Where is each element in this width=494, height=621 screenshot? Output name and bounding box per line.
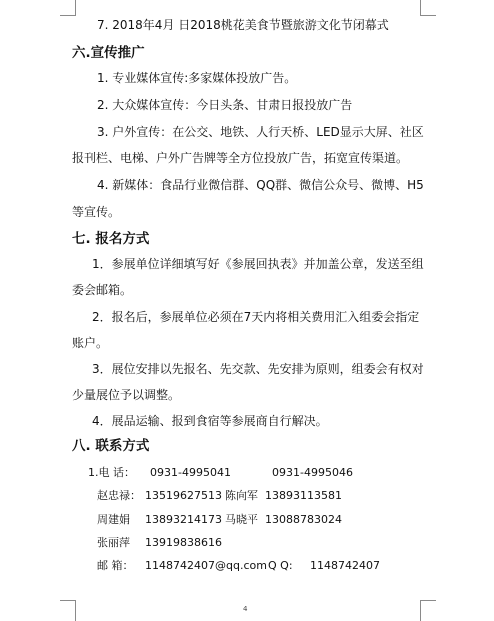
contact-name: 赵忠禄：	[97, 489, 141, 502]
contact-name: 周建娟	[97, 513, 130, 526]
crop-mark-top-right	[420, 0, 436, 16]
contact-name: 陈向军	[225, 489, 258, 502]
promotion-item-1: 1. 专业媒体宣传:多家媒体投放广告。	[97, 71, 297, 85]
email-label: 邮 箱：	[97, 559, 134, 572]
registration-item-4: 4．展品运输、报到食宿等参展商自行解决。	[92, 414, 328, 428]
promotion-item-4-cont: 等宣传。	[72, 205, 121, 219]
phone-label: 1.电 话：	[88, 466, 135, 479]
phone-number-1: 0931-4995041	[150, 466, 231, 479]
qq-number: 1148742407	[310, 559, 380, 572]
registration-item-2: 2．报名后，参展单位必须在7天内将相关费用汇入组委会指定	[92, 310, 420, 324]
promotion-item-3-cont: 报刊栏、电梯、户外广告牌等全方位投放广告，拓宽宣传渠道。	[72, 151, 409, 165]
section-heading-registration: 七. 报名方式	[72, 231, 150, 247]
phone-number-2: 0931-4995046	[272, 466, 353, 479]
email-address[interactable]: 1148742407@qq.com	[145, 559, 267, 572]
crop-mark-bottom-right	[420, 600, 436, 621]
section-heading-contact: 八. 联系方式	[72, 438, 150, 454]
contact-phone: 13519627513	[145, 489, 222, 502]
page-number: 4	[243, 605, 248, 613]
registration-item-1: 1．参展单位详细填写好《参展回执表》并加盖公章，发送至组	[92, 257, 424, 271]
contact-phone: 13088783024	[265, 513, 342, 526]
promotion-item-4: 4. 新媒体：食品行业微信群、QQ群、微信公众号、微博、H5	[97, 178, 424, 192]
promotion-item-2: 2. 大众媒体宣传：今日头条、甘肃日报投放广告	[97, 98, 353, 112]
registration-item-3: 3．展位安排以先报名、先交款、先安排为原则，组委会有权对	[92, 362, 424, 376]
qq-label: Q Q:	[268, 559, 293, 572]
registration-item-3-cont: 少量展位予以调整。	[72, 388, 181, 402]
contact-phone: 13919838616	[145, 536, 222, 549]
schedule-item-7: 7. 2018年4月 日2018桃花美食节暨旅游文化节闭幕式	[97, 18, 389, 32]
contact-phone: 13893113581	[265, 489, 342, 502]
contact-name: 张丽萍	[97, 536, 130, 549]
crop-mark-top-left	[60, 0, 76, 16]
section-heading-promotion: 六.宣传推广	[72, 45, 145, 61]
contact-name: 马晓平	[225, 513, 258, 526]
contact-phone: 13893214173	[145, 513, 222, 526]
registration-item-2-cont: 账户。	[72, 336, 109, 350]
promotion-item-3: 3. 户外宣传：在公交、地铁、人行天桥、LED显示大屏、社区	[97, 125, 424, 139]
registration-item-1-cont: 委会邮箱。	[72, 283, 133, 297]
crop-mark-bottom-left	[60, 600, 76, 621]
